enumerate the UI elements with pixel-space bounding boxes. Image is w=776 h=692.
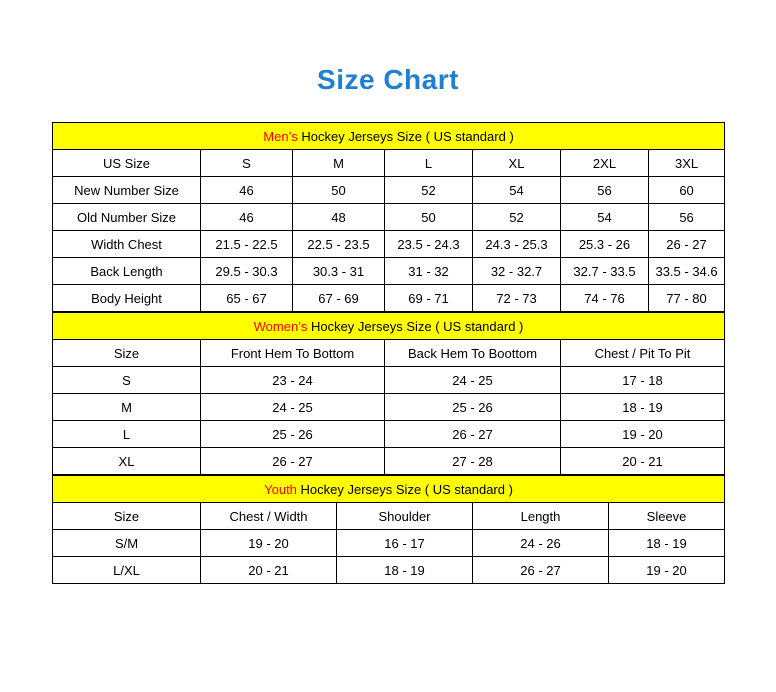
womens-row-0-cell-2: 24 - 25 xyxy=(385,367,561,394)
youth-row-0-cell-2: 16 - 17 xyxy=(337,530,473,557)
table-row xyxy=(53,448,725,475)
mens-row-1-cell-1: 46 xyxy=(201,204,293,231)
table-row xyxy=(53,421,725,448)
youth-row-0-cell-4: 18 - 19 xyxy=(609,530,725,557)
mens-row-0-cell-3: 52 xyxy=(385,177,473,204)
mens-row-2-cell-6: 26 - 27 xyxy=(649,231,725,258)
table-header-row xyxy=(53,503,725,530)
womens-row-2-label: L xyxy=(53,421,201,448)
youth-size-table xyxy=(52,475,725,584)
mens-row-4-cell-6: 77 - 80 xyxy=(649,285,725,312)
table-row xyxy=(53,367,725,394)
womens-row-1-cell-1: 24 - 25 xyxy=(201,394,385,421)
mens-row-1-cell-6: 56 xyxy=(649,204,725,231)
youth-band-label xyxy=(53,476,725,503)
womens-row-3-label: XL xyxy=(53,448,201,475)
mens-band-accent: Men’s xyxy=(263,128,298,144)
table-row xyxy=(53,231,725,258)
mens-header-cell-2: M xyxy=(293,150,385,177)
mens-header-cell-4: XL xyxy=(473,150,561,177)
womens-header-cell-1: Front Hem To Bottom xyxy=(201,340,385,367)
mens-row-3-cell-1: 29.5 - 30.3 xyxy=(201,258,293,285)
mens-row-0-cell-6: 60 xyxy=(649,177,725,204)
table-header-row xyxy=(53,340,725,367)
table-header-row xyxy=(53,150,725,177)
womens-row-1-cell-2: 25 - 26 xyxy=(385,394,561,421)
mens-row-2-cell-5: 25.3 - 26 xyxy=(561,231,649,258)
mens-row-4-cell-2: 67 - 69 xyxy=(293,285,385,312)
mens-header-cell-6: 3XL xyxy=(649,150,725,177)
mens-row-3-cell-3: 31 - 32 xyxy=(385,258,473,285)
mens-row-2-cell-4: 24.3 - 25.3 xyxy=(473,231,561,258)
womens-band-rest: Hockey Jerseys Size ( US standard ) xyxy=(307,318,524,334)
womens-row-0-cell-1: 23 - 24 xyxy=(201,367,385,394)
youth-header-cell-1: Chest / Width xyxy=(201,503,337,530)
youth-row-0-label: S/M xyxy=(53,530,201,557)
youth-row-1-label: L/XL xyxy=(53,557,201,584)
youth-band-accent: Youth xyxy=(264,481,297,497)
youth-row-1-cell-3: 26 - 27 xyxy=(473,557,609,584)
womens-header-cell-0: Size xyxy=(53,340,201,367)
mens-row-0-cell-5: 56 xyxy=(561,177,649,204)
womens-band-accent: Women’s xyxy=(253,318,308,334)
mens-row-4-cell-3: 69 - 71 xyxy=(385,285,473,312)
mens-row-1-cell-2: 48 xyxy=(293,204,385,231)
youth-row-1-cell-2: 18 - 19 xyxy=(337,557,473,584)
mens-row-2-cell-1: 21.5 - 22.5 xyxy=(201,231,293,258)
page-title: Size Chart xyxy=(317,64,459,95)
mens-row-3-label: Back Length xyxy=(53,258,201,285)
womens-row-2-cell-3: 19 - 20 xyxy=(561,421,725,448)
mens-band-label xyxy=(53,123,725,150)
mens-header-cell-5: 2XL xyxy=(561,150,649,177)
womens-row-1-label: M xyxy=(53,394,201,421)
youth-row-0-cell-3: 24 - 26 xyxy=(473,530,609,557)
womens-row-2-cell-1: 25 - 26 xyxy=(201,421,385,448)
mens-row-3-cell-5: 32.7 - 33.5 xyxy=(561,258,649,285)
womens-size-table xyxy=(52,312,725,475)
womens-row-1-cell-3: 18 - 19 xyxy=(561,394,725,421)
table-row xyxy=(53,204,725,231)
mens-row-0-cell-1: 46 xyxy=(201,177,293,204)
mens-row-1-label: Old Number Size xyxy=(53,204,201,231)
size-tables-container xyxy=(52,94,724,584)
womens-row-0-label: S xyxy=(53,367,201,394)
table-row xyxy=(53,285,725,312)
mens-row-2-label: Width Chest xyxy=(53,231,201,258)
youth-row-1-cell-4: 19 - 20 xyxy=(609,557,725,584)
mens-row-2-cell-3: 23.5 - 24.3 xyxy=(385,231,473,258)
table-row xyxy=(53,394,725,421)
mens-row-0-cell-4: 54 xyxy=(473,177,561,204)
youth-row-1-cell-1: 20 - 21 xyxy=(201,557,337,584)
womens-header-cell-3: Chest / Pit To Pit xyxy=(561,340,725,367)
womens-row-3-cell-2: 27 - 28 xyxy=(385,448,561,475)
womens-row-0-cell-3: 17 - 18 xyxy=(561,367,725,394)
mens-band-rest: Hockey Jerseys Size ( US standard ) xyxy=(297,128,514,144)
mens-size-table xyxy=(52,122,725,312)
table-band-row xyxy=(53,123,725,150)
womens-band-label xyxy=(53,313,725,340)
mens-row-1-cell-5: 54 xyxy=(561,204,649,231)
mens-row-3-cell-2: 30.3 - 31 xyxy=(293,258,385,285)
table-band-row xyxy=(53,313,725,340)
table-row xyxy=(53,557,725,584)
youth-header-cell-0: Size xyxy=(53,503,201,530)
mens-row-2-cell-2: 22.5 - 23.5 xyxy=(293,231,385,258)
mens-header-cell-3: L xyxy=(385,150,473,177)
womens-row-2-cell-2: 26 - 27 xyxy=(385,421,561,448)
youth-band-rest: Hockey Jerseys Size ( US standard ) xyxy=(296,481,513,497)
mens-row-3-cell-6: 33.5 - 34.6 xyxy=(649,258,725,285)
mens-row-4-cell-4: 72 - 73 xyxy=(473,285,561,312)
mens-header-cell-1: S xyxy=(201,150,293,177)
mens-row-0-label: New Number Size xyxy=(53,177,201,204)
table-row xyxy=(53,258,725,285)
mens-header-cell-0: US Size xyxy=(53,150,201,177)
table-band-row xyxy=(53,476,725,503)
mens-row-1-cell-3: 50 xyxy=(385,204,473,231)
mens-row-0-cell-2: 50 xyxy=(293,177,385,204)
youth-header-cell-3: Length xyxy=(473,503,609,530)
womens-row-3-cell-3: 20 - 21 xyxy=(561,448,725,475)
mens-row-4-label: Body Height xyxy=(53,285,201,312)
mens-row-4-cell-5: 74 - 76 xyxy=(561,285,649,312)
mens-row-4-cell-1: 65 - 67 xyxy=(201,285,293,312)
table-row xyxy=(53,530,725,557)
youth-header-cell-2: Shoulder xyxy=(337,503,473,530)
youth-header-cell-4: Sleeve xyxy=(609,503,725,530)
mens-row-3-cell-4: 32 - 32.7 xyxy=(473,258,561,285)
womens-header-cell-2: Back Hem To Boottom xyxy=(385,340,561,367)
mens-row-1-cell-4: 52 xyxy=(473,204,561,231)
womens-row-3-cell-1: 26 - 27 xyxy=(201,448,385,475)
table-row xyxy=(53,177,725,204)
youth-row-0-cell-1: 19 - 20 xyxy=(201,530,337,557)
